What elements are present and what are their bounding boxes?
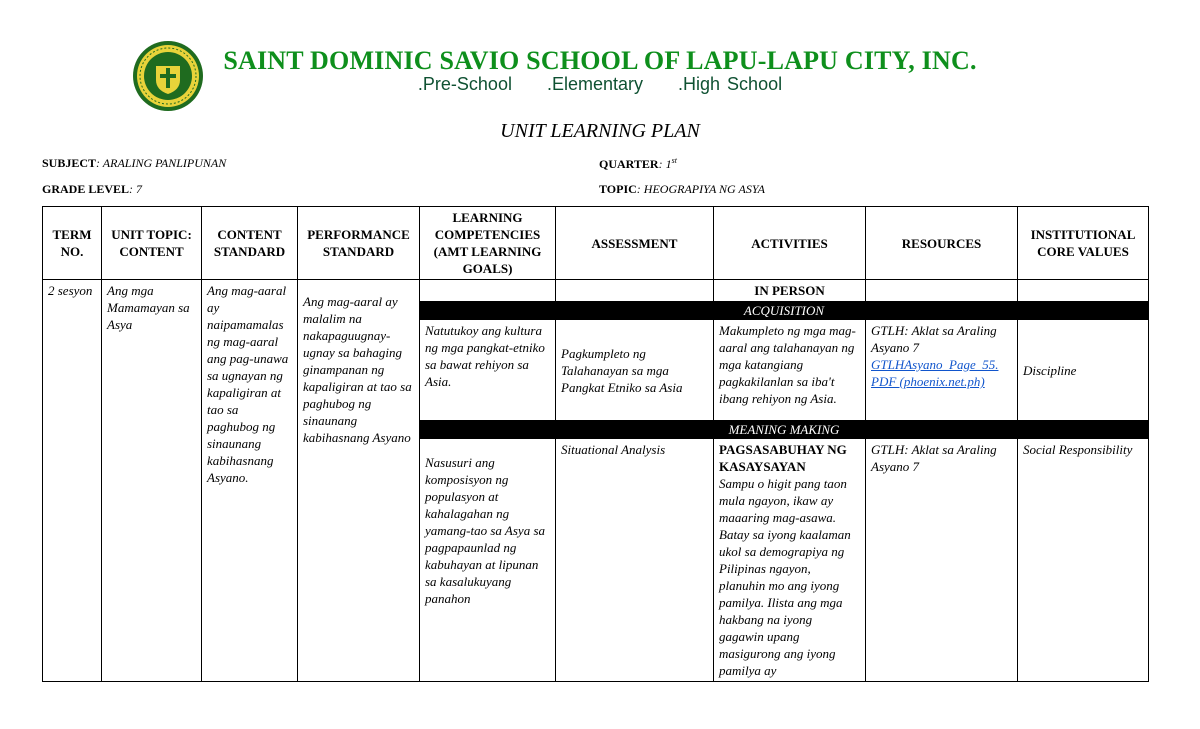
grade-value: : 7: [129, 182, 143, 196]
acquisition-resources: [866, 320, 1018, 421]
resource-text: GTLH: Aklat sa Araling Asyano 7: [871, 323, 997, 355]
in-person-label: IN PERSON: [714, 280, 866, 302]
unit-plan-table: [42, 206, 1149, 682]
quarter-value: : 1: [658, 157, 672, 171]
term-cell: 2 sesyon: [43, 280, 102, 682]
header-core-values: INSTITUTIONAL CORE VALUES: [1018, 207, 1149, 280]
empty-cell: [556, 280, 714, 302]
resource-link[interactable]: GTLHAsyano_Page_55. PDF (phoenix.net.ph): [871, 357, 999, 389]
acquisition-core-value: Discipline: [1018, 320, 1149, 421]
subject-label: SUBJECT: [42, 156, 97, 170]
empty-cell: [1018, 280, 1149, 302]
header-performance-standard: PERFORMANCE STANDARD: [298, 207, 420, 280]
topic-value: : HEOGRAPIYA NG ASYA: [636, 182, 766, 196]
acquisition-competency: Natutukoy ang kultura ng mga pangkat-etniko sa bawat rehiyon sa Asia.: [420, 320, 556, 421]
quarter-field: [599, 156, 677, 172]
table-header-row: [43, 207, 1149, 280]
unit-topic-cell: Ang mga Mamamayan sa Asya: [102, 280, 202, 682]
subject-field: [42, 156, 226, 171]
performance-standard-cell: Ang mag-aaral ay malalim na nakapaguugnay-ugnay sa bahaging ginampanan ng kapaligiran at tao sa paghubog ng sinaunang kabihasnang Asyano: [298, 280, 420, 682]
meaning-making-core-value: Social Responsibility: [1018, 439, 1149, 682]
header-content-standard: CONTENT STANDARD: [202, 207, 298, 280]
topic-field: [599, 182, 765, 197]
topic-label: TOPIC: [599, 182, 637, 196]
table-row: [43, 280, 1149, 302]
level-elementary: .Elementary: [546, 74, 644, 94]
activity-title: PAGSASABUHAY NG KASAYSAYAN: [719, 442, 847, 474]
activity-description: Sampu o higit pang taon mula ngayon, ikaw ay maaaring mag-asawa. Batay sa iyong kaalaman ukol sa demograpiya ng Pilipinas ngayon, planuhin mo ang iyong pamilya. Ilista ang mga hakbang na iyong gagawin upang masigurong ang iyong pamilya ay: [719, 476, 851, 678]
level-highschool: .High School: [678, 74, 783, 94]
acquisition-section-bar: ACQUISITION: [420, 302, 1149, 320]
level-preschool: .Pre-School: [417, 74, 512, 94]
quarter-suffix: st: [671, 156, 677, 165]
header-term: TERM NO.: [43, 207, 102, 280]
school-name: SAINT DOMINIC SAVIO SCHOOL OF LAPU-LAPU CITY, INC.: [223, 46, 977, 75]
header-learning-competencies: LEARNING COMPETENCIES (AMT LEARNING GOALS): [420, 207, 556, 280]
meaning-making-assessment: Situational Analysis: [556, 439, 714, 682]
header-activities: ACTIVITIES: [714, 207, 866, 280]
meaning-making-competency: Nasusuri ang komposisyon ng populasyon at kahalagahan ng yamang-tao sa Asya sa pagpapaunlad ng kabuhayan at lipunan sa kasalukuyang panahon: [420, 439, 556, 682]
header-resources: RESOURCES: [866, 207, 1018, 280]
acquisition-assessment: Pagkumpleto ng Talahanayan sa mga Pangkat Etniko sa Asia: [556, 320, 714, 421]
acquisition-activity: Makumpleto ng mga mag-aaral ang talahanayan ng mga katangiang pagkakilanlan sa iba't ibang rehiyon ng Asia.: [714, 320, 866, 421]
subject-value: : ARALING PANLIPUNAN: [96, 156, 227, 170]
grade-label: GRADE LEVEL: [42, 182, 130, 196]
empty-cell: [866, 280, 1018, 302]
header-unit-topic: UNIT TOPIC: CONTENT: [102, 207, 202, 280]
meaning-making-activity: [714, 439, 866, 682]
school-levels: [0, 74, 1200, 95]
content-standard-cell: Ang mag-aaral ay naipamamalas ng mag-aaral ang pag-unawa sa ugnayan ng kapaligiran at tao sa paghubog ng sinaunang kabihasnang Asyano.: [202, 280, 298, 682]
empty-cell: [420, 280, 556, 302]
header-assessment: ASSESSMENT: [556, 207, 714, 280]
meaning-making-section-bar: MEANING MAKING: [420, 421, 1149, 439]
document-title: UNIT LEARNING PLAN: [500, 120, 700, 142]
quarter-label: QUARTER: [599, 157, 659, 171]
meaning-making-resources: GTLH: Aklat sa Araling Asyano 7: [866, 439, 1018, 682]
grade-level-field: [42, 182, 142, 197]
